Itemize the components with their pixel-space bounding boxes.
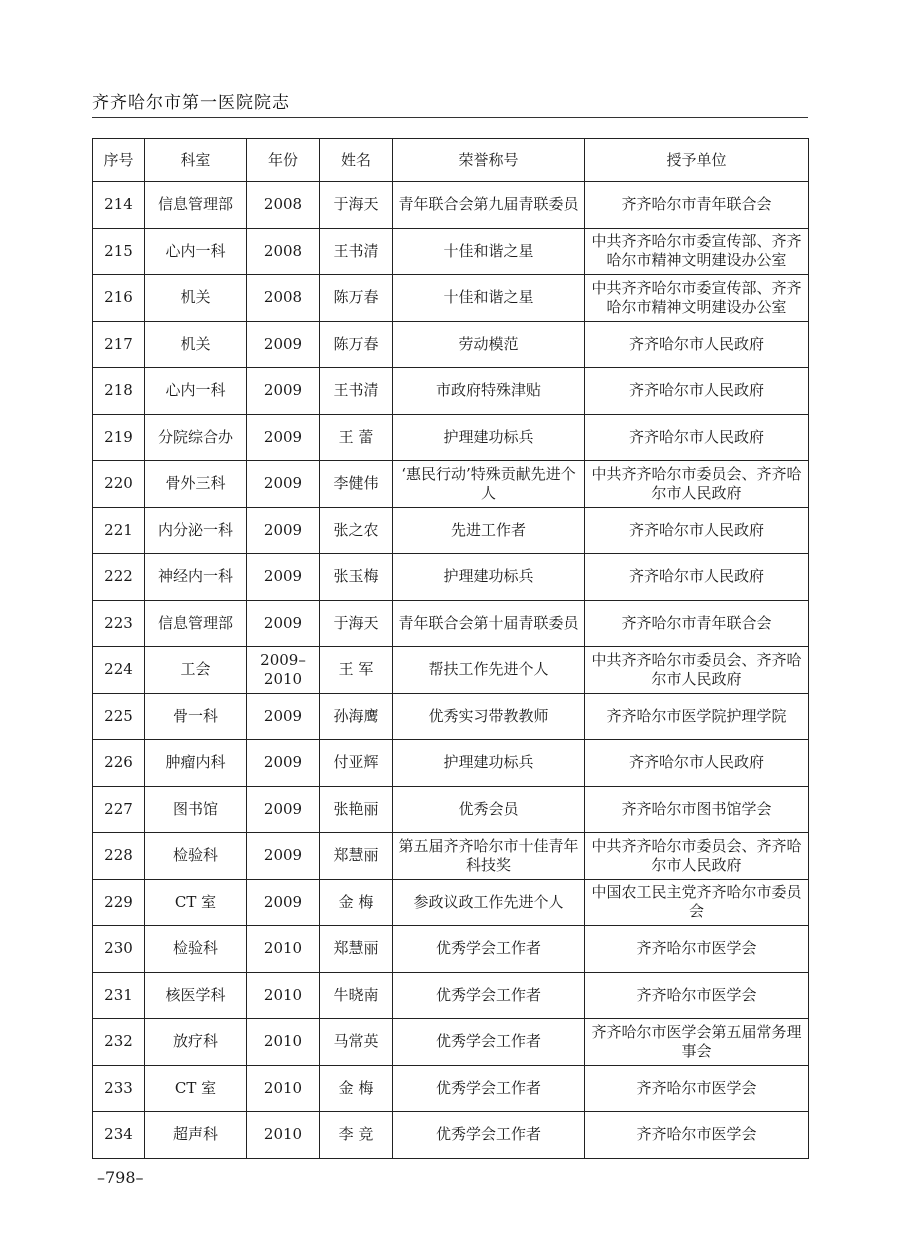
cell-honor-title: 优秀学会工作者 — [393, 1065, 585, 1112]
cell-awarding-unit: 齐齐哈尔市医学会 — [585, 926, 809, 973]
cell-name: 孙海鹰 — [320, 693, 393, 740]
header-rule — [92, 117, 808, 118]
cell-name: 张玉梅 — [320, 554, 393, 601]
cell-honor-title: 先进工作者 — [393, 507, 585, 554]
cell-serial-number: 217 — [93, 321, 145, 368]
cell-name: 郑慧丽 — [320, 833, 393, 880]
cell-year: 2009 — [247, 833, 320, 880]
table-row — [93, 926, 809, 973]
cell-year: 2009 — [247, 879, 320, 926]
cell-department: 机关 — [145, 321, 247, 368]
cell-name: 陈万春 — [320, 321, 393, 368]
cell-serial-number: 225 — [93, 693, 145, 740]
cell-name: 李健伟 — [320, 461, 393, 508]
page-number: –798– — [97, 1168, 144, 1187]
cell-year: 2009 — [247, 740, 320, 787]
cell-honor-title: 十佳和谐之星 — [393, 275, 585, 322]
cell-awarding-unit: 中共齐齐哈尔市委员会、齐齐哈尔市人民政府 — [585, 647, 809, 694]
cell-year: 2008 — [247, 275, 320, 322]
cell-year: 2010 — [247, 926, 320, 973]
table-row — [93, 507, 809, 554]
cell-serial-number: 220 — [93, 461, 145, 508]
cell-year: 2009–2010 — [247, 647, 320, 694]
cell-name: 于海天 — [320, 182, 393, 229]
cell-honor-title: 参政议政工作先进个人 — [393, 879, 585, 926]
cell-name: 金 梅 — [320, 1065, 393, 1112]
table-row — [93, 1065, 809, 1112]
table-row — [93, 740, 809, 787]
cell-awarding-unit: 齐齐哈尔市医学院护理学院 — [585, 693, 809, 740]
cell-department: CT 室 — [145, 879, 247, 926]
cell-awarding-unit: 中共齐齐哈尔市委员会、齐齐哈尔市人民政府 — [585, 461, 809, 508]
cell-serial-number: 216 — [93, 275, 145, 322]
cell-awarding-unit: 中共齐齐哈尔市委员会、齐齐哈尔市人民政府 — [585, 833, 809, 880]
column-header: 科室 — [145, 139, 247, 182]
running-head-title: 齐齐哈尔市第一医院院志 — [92, 93, 290, 113]
cell-year: 2009 — [247, 786, 320, 833]
cell-department: 工会 — [145, 647, 247, 694]
table-row — [93, 972, 809, 1019]
cell-department: 检验科 — [145, 833, 247, 880]
table-row — [93, 833, 809, 880]
cell-serial-number: 219 — [93, 414, 145, 461]
cell-year: 2009 — [247, 414, 320, 461]
honors-table — [92, 138, 809, 1159]
cell-awarding-unit: 齐齐哈尔市医学会第五届常务理事会 — [585, 1019, 809, 1066]
cell-awarding-unit: 中国农工民主党齐齐哈尔市委员会 — [585, 879, 809, 926]
table-row — [93, 368, 809, 415]
cell-honor-title: 护理建功标兵 — [393, 414, 585, 461]
table-body — [93, 182, 809, 1159]
column-header: 荣誉称号 — [393, 139, 585, 182]
table-row — [93, 461, 809, 508]
table-row — [93, 321, 809, 368]
cell-serial-number: 222 — [93, 554, 145, 601]
cell-honor-title: 优秀学会工作者 — [393, 972, 585, 1019]
cell-department: 心内一科 — [145, 368, 247, 415]
cell-serial-number: 234 — [93, 1112, 145, 1159]
cell-name: 张之农 — [320, 507, 393, 554]
cell-name: 金 梅 — [320, 879, 393, 926]
cell-serial-number: 233 — [93, 1065, 145, 1112]
cell-department: 肿瘤内科 — [145, 740, 247, 787]
cell-department: 放疗科 — [145, 1019, 247, 1066]
table-row — [93, 182, 809, 229]
cell-department: 超声科 — [145, 1112, 247, 1159]
cell-awarding-unit: 齐齐哈尔市人民政府 — [585, 368, 809, 415]
cell-serial-number: 229 — [93, 879, 145, 926]
cell-awarding-unit: 齐齐哈尔市人民政府 — [585, 507, 809, 554]
cell-year: 2009 — [247, 600, 320, 647]
cell-honor-title: 劳动模范 — [393, 321, 585, 368]
cell-serial-number: 218 — [93, 368, 145, 415]
cell-honor-title: 十佳和谐之星 — [393, 228, 585, 275]
cell-year: 2010 — [247, 1019, 320, 1066]
cell-year: 2010 — [247, 972, 320, 1019]
cell-serial-number: 215 — [93, 228, 145, 275]
table-row — [93, 1019, 809, 1066]
cell-honor-title: 优秀学会工作者 — [393, 1112, 585, 1159]
cell-department: 内分泌一科 — [145, 507, 247, 554]
cell-awarding-unit: 齐齐哈尔市人民政府 — [585, 414, 809, 461]
cell-honor-title: 护理建功标兵 — [393, 740, 585, 787]
table-row — [93, 554, 809, 601]
table-row — [93, 786, 809, 833]
cell-year: 2008 — [247, 182, 320, 229]
cell-honor-title: 优秀学会工作者 — [393, 926, 585, 973]
cell-year: 2009 — [247, 554, 320, 601]
cell-name: 付亚辉 — [320, 740, 393, 787]
header-row — [93, 139, 809, 182]
cell-year: 2009 — [247, 461, 320, 508]
cell-name: 张艳丽 — [320, 786, 393, 833]
cell-awarding-unit: 齐齐哈尔市医学会 — [585, 972, 809, 1019]
cell-honor-title: 市政府特殊津贴 — [393, 368, 585, 415]
cell-serial-number: 232 — [93, 1019, 145, 1066]
cell-name: 马常英 — [320, 1019, 393, 1066]
cell-awarding-unit: 齐齐哈尔市人民政府 — [585, 321, 809, 368]
cell-name: 王书清 — [320, 368, 393, 415]
column-header: 授予单位 — [585, 139, 809, 182]
cell-serial-number: 221 — [93, 507, 145, 554]
cell-honor-title: 优秀实习带教教师 — [393, 693, 585, 740]
cell-name: 王 蕾 — [320, 414, 393, 461]
column-header: 序号 — [93, 139, 145, 182]
cell-honor-title: ‘惠民行动’特殊贡献先进个人 — [393, 461, 585, 508]
table-row — [93, 647, 809, 694]
cell-department: 机关 — [145, 275, 247, 322]
cell-department: 信息管理部 — [145, 182, 247, 229]
cell-year: 2009 — [247, 507, 320, 554]
table-row — [93, 600, 809, 647]
cell-department: 图书馆 — [145, 786, 247, 833]
table-row — [93, 228, 809, 275]
cell-department: 骨外三科 — [145, 461, 247, 508]
cell-serial-number: 227 — [93, 786, 145, 833]
cell-department: 检验科 — [145, 926, 247, 973]
cell-department: CT 室 — [145, 1065, 247, 1112]
cell-year: 2009 — [247, 321, 320, 368]
cell-name: 王书清 — [320, 228, 393, 275]
cell-name: 王 军 — [320, 647, 393, 694]
cell-serial-number: 214 — [93, 182, 145, 229]
cell-name: 陈万春 — [320, 275, 393, 322]
cell-department: 神经内一科 — [145, 554, 247, 601]
cell-honor-title: 青年联合会第九届青联委员 — [393, 182, 585, 229]
cell-name: 于海天 — [320, 600, 393, 647]
table-header — [93, 139, 809, 182]
cell-honor-title: 优秀学会工作者 — [393, 1019, 585, 1066]
cell-awarding-unit: 齐齐哈尔市青年联合会 — [585, 182, 809, 229]
cell-name: 郑慧丽 — [320, 926, 393, 973]
cell-awarding-unit: 齐齐哈尔市人民政府 — [585, 740, 809, 787]
cell-serial-number: 228 — [93, 833, 145, 880]
cell-awarding-unit: 齐齐哈尔市青年联合会 — [585, 600, 809, 647]
cell-honor-title: 帮扶工作先进个人 — [393, 647, 585, 694]
cell-serial-number: 231 — [93, 972, 145, 1019]
table-row — [93, 879, 809, 926]
cell-awarding-unit: 齐齐哈尔市图书馆学会 — [585, 786, 809, 833]
cell-name: 牛晓南 — [320, 972, 393, 1019]
cell-year: 2009 — [247, 368, 320, 415]
cell-awarding-unit: 齐齐哈尔市医学会 — [585, 1065, 809, 1112]
cell-department: 信息管理部 — [145, 600, 247, 647]
cell-awarding-unit: 中共齐齐哈尔市委宣传部、齐齐哈尔市精神文明建设办公室 — [585, 228, 809, 275]
cell-honor-title: 第五届齐齐哈尔市十佳青年科技奖 — [393, 833, 585, 880]
cell-honor-title: 护理建功标兵 — [393, 554, 585, 601]
cell-serial-number: 226 — [93, 740, 145, 787]
table-row — [93, 414, 809, 461]
cell-awarding-unit: 齐齐哈尔市人民政府 — [585, 554, 809, 601]
cell-year: 2008 — [247, 228, 320, 275]
cell-awarding-unit: 中共齐齐哈尔市委宣传部、齐齐哈尔市精神文明建设办公室 — [585, 275, 809, 322]
table-row — [93, 693, 809, 740]
cell-honor-title: 优秀会员 — [393, 786, 585, 833]
column-header: 年份 — [247, 139, 320, 182]
cell-honor-title: 青年联合会第十届青联委员 — [393, 600, 585, 647]
cell-department: 核医学科 — [145, 972, 247, 1019]
cell-year: 2010 — [247, 1112, 320, 1159]
cell-awarding-unit: 齐齐哈尔市医学会 — [585, 1112, 809, 1159]
table-row — [93, 275, 809, 322]
cell-year: 2009 — [247, 693, 320, 740]
cell-department: 分院综合办 — [145, 414, 247, 461]
cell-serial-number: 223 — [93, 600, 145, 647]
cell-department: 骨一科 — [145, 693, 247, 740]
cell-year: 2010 — [247, 1065, 320, 1112]
cell-name: 李 竞 — [320, 1112, 393, 1159]
cell-serial-number: 230 — [93, 926, 145, 973]
cell-department: 心内一科 — [145, 228, 247, 275]
cell-serial-number: 224 — [93, 647, 145, 694]
column-header: 姓名 — [320, 139, 393, 182]
table-row — [93, 1112, 809, 1159]
